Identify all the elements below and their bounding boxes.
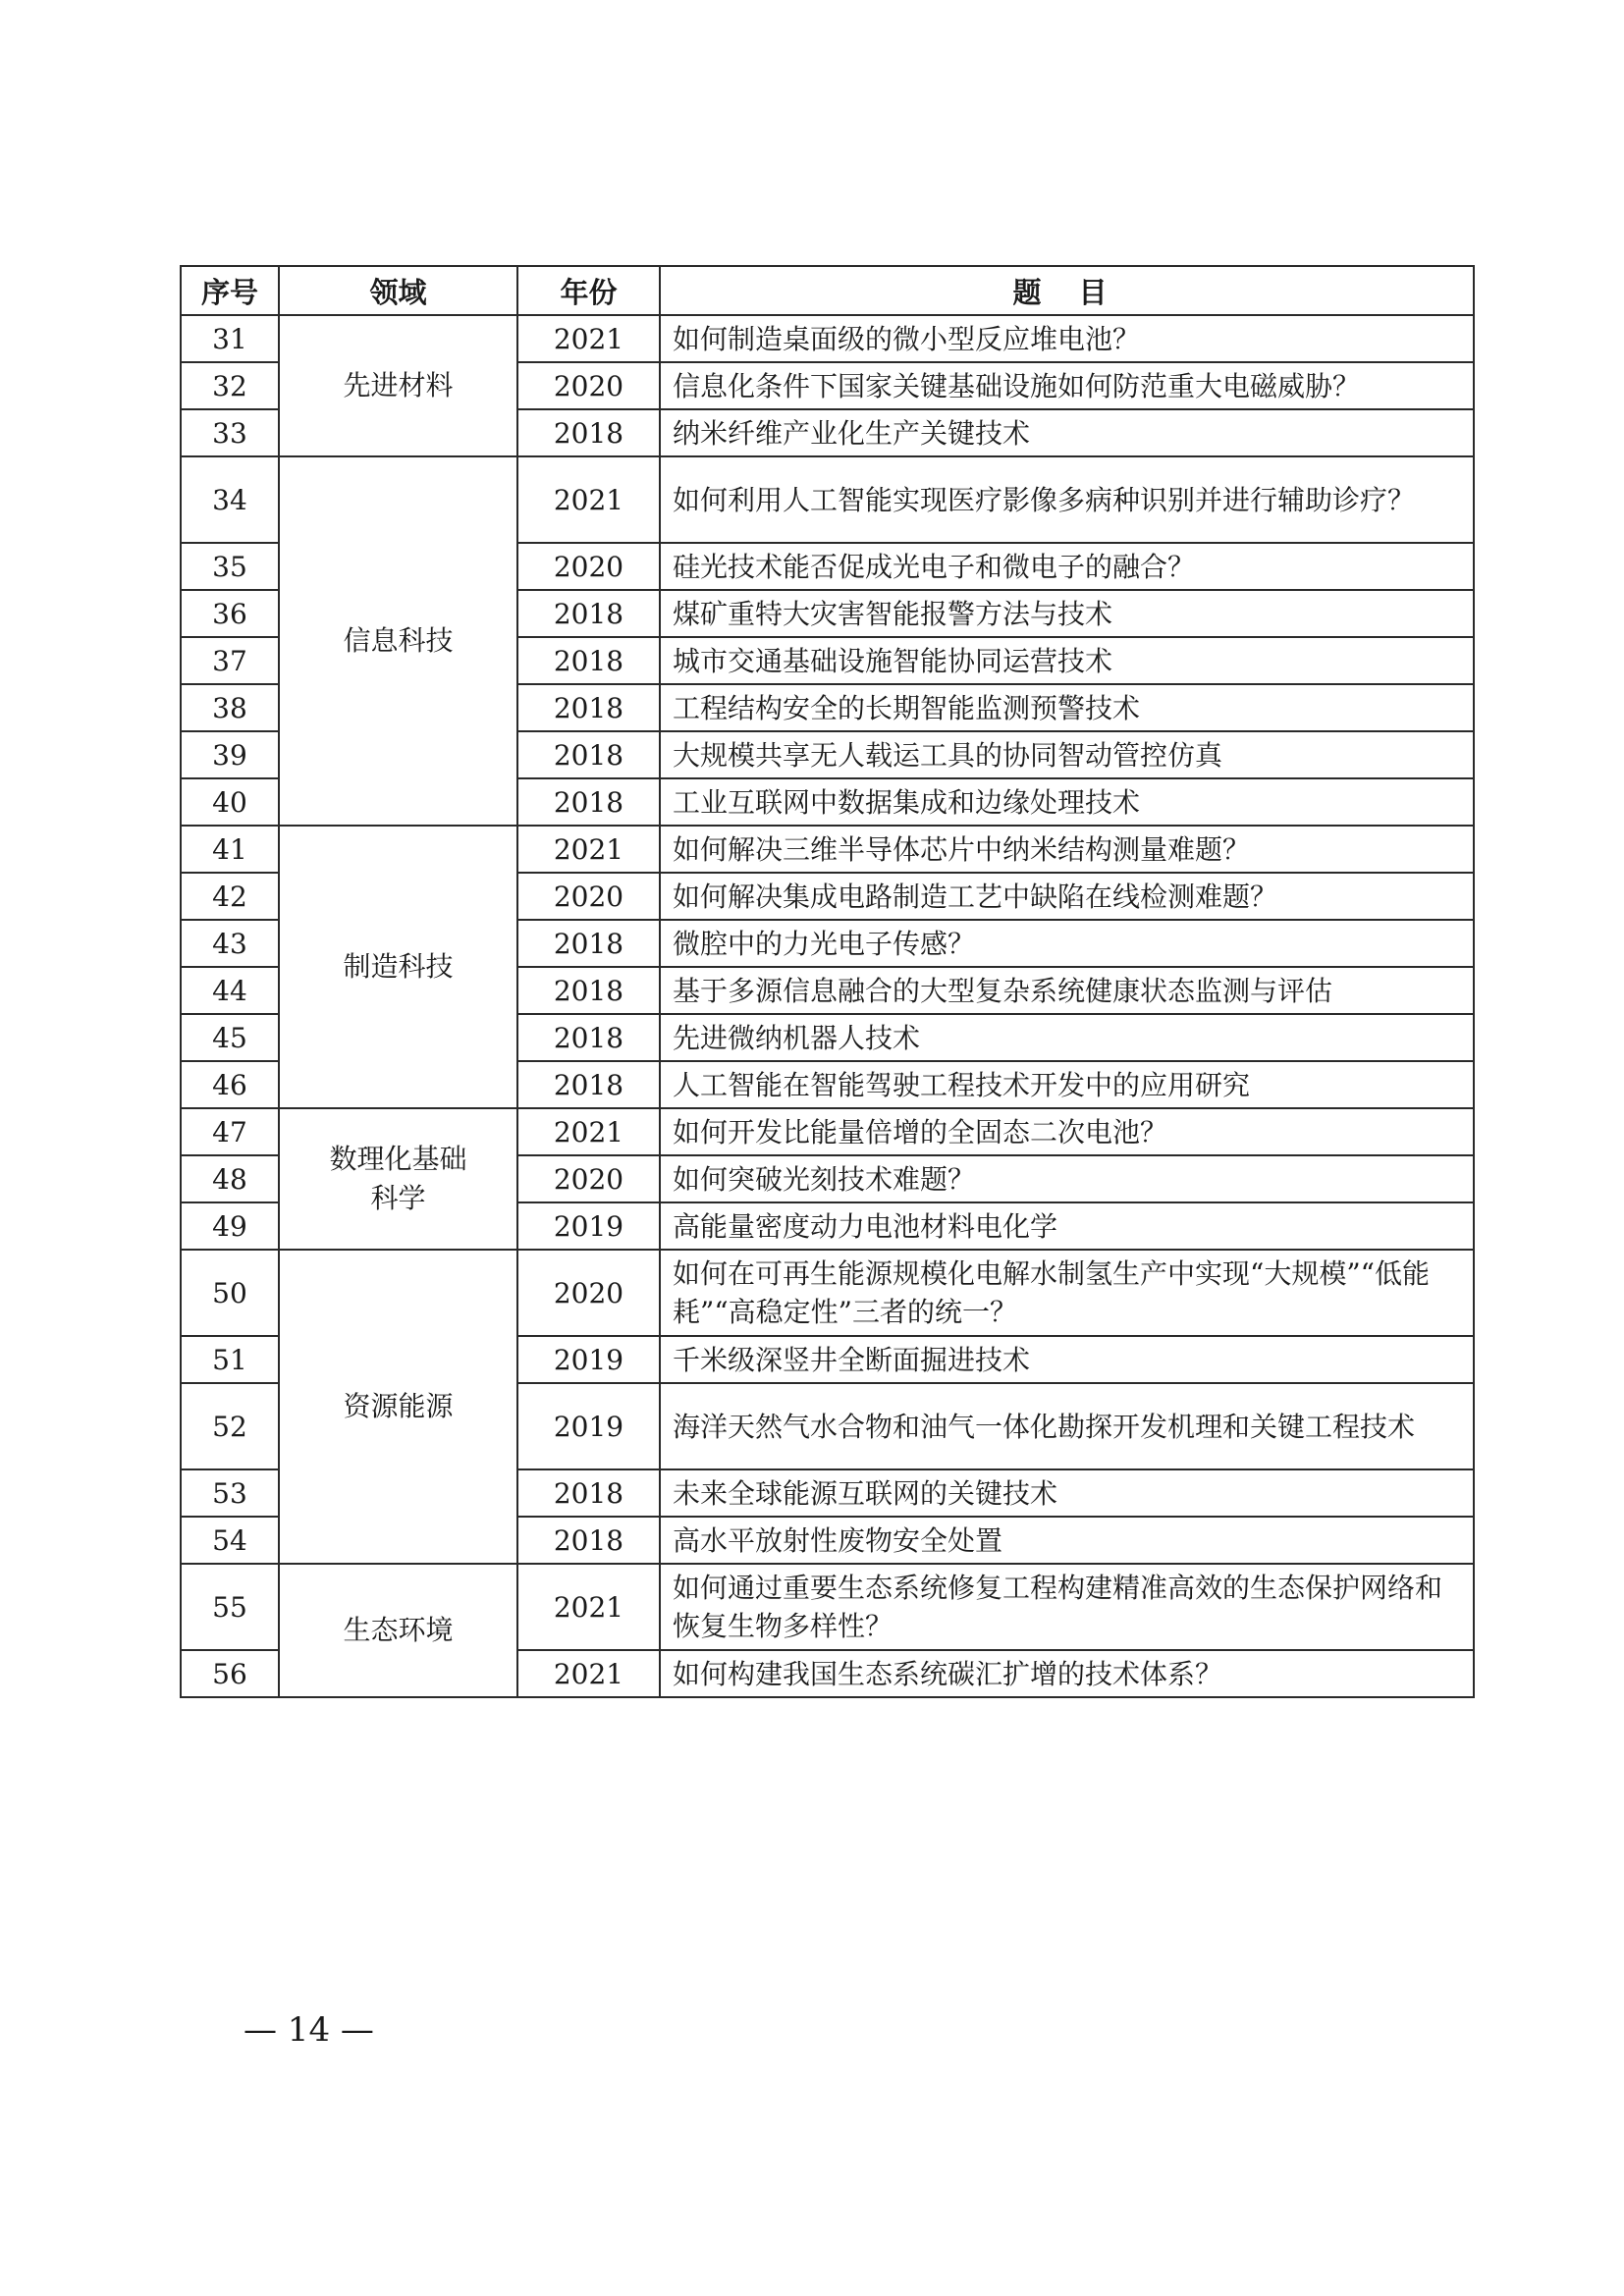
row-number: 54 — [181, 1517, 279, 1564]
table-row — [181, 315, 1474, 362]
topic-title-cell: 基于多源信息融合的大型复杂系统健康状态监测与评估 — [660, 967, 1474, 1014]
year-cell: 2020 — [517, 543, 660, 590]
header-num: 序号 — [181, 266, 279, 315]
table-row — [181, 456, 1474, 543]
row-number: 44 — [181, 967, 279, 1014]
topic-title-cell: 先进微纳机器人技术 — [660, 1014, 1474, 1061]
topic-title-cell: 工业互联网中数据集成和边缘处理技术 — [660, 778, 1474, 826]
year-cell: 2020 — [517, 1250, 660, 1336]
topic-title-cell: 煤矿重特大灾害智能报警方法与技术 — [660, 590, 1474, 637]
table-row — [181, 1108, 1474, 1155]
topic-title-cell: 如何在可再生能源规模化电解水制氢生产中实现“大规模”“低能耗”“高稳定性”三者的统一？ — [660, 1250, 1474, 1336]
row-number: 41 — [181, 826, 279, 873]
year-cell: 2019 — [517, 1202, 660, 1250]
topic-title-cell: 硅光技术能否促成光电子和微电子的融合？ — [660, 543, 1474, 590]
row-number: 51 — [181, 1336, 279, 1383]
year-cell: 2020 — [517, 362, 660, 409]
row-number: 55 — [181, 1564, 279, 1650]
row-number: 47 — [181, 1108, 279, 1155]
year-cell: 2018 — [517, 1014, 660, 1061]
row-number: 36 — [181, 590, 279, 637]
topic-title-cell: 如何制造桌面级的微小型反应堆电池？ — [660, 315, 1474, 362]
year-cell: 2021 — [517, 1108, 660, 1155]
row-number: 42 — [181, 873, 279, 920]
header-year: 年份 — [517, 266, 660, 315]
topic-title-cell: 如何解决三维半导体芯片中纳米结构测量难题？ — [660, 826, 1474, 873]
row-number: 31 — [181, 315, 279, 362]
domain-cell: 制造科技 — [279, 826, 517, 1108]
year-cell: 2020 — [517, 873, 660, 920]
year-cell: 2018 — [517, 409, 660, 456]
year-cell: 2019 — [517, 1336, 660, 1383]
domain-cell: 资源能源 — [279, 1250, 517, 1564]
topic-title-cell: 大规模共享无人载运工具的协同智动管控仿真 — [660, 731, 1474, 778]
year-cell: 2018 — [517, 684, 660, 731]
row-number: 37 — [181, 637, 279, 684]
topic-title-cell: 纳米纤维产业化生产关键技术 — [660, 409, 1474, 456]
row-number: 32 — [181, 362, 279, 409]
page-number: — 14 — — [244, 2010, 374, 2050]
year-cell: 2021 — [517, 456, 660, 543]
row-number: 43 — [181, 920, 279, 967]
topic-title-cell: 千米级深竖井全断面掘进技术 — [660, 1336, 1474, 1383]
topic-title-cell: 如何通过重要生态系统修复工程构建精准高效的生态保护网络和恢复生物多样性？ — [660, 1564, 1474, 1650]
row-number: 45 — [181, 1014, 279, 1061]
year-cell: 2018 — [517, 590, 660, 637]
year-cell: 2021 — [517, 1564, 660, 1650]
row-number: 39 — [181, 731, 279, 778]
table-header-row — [181, 266, 1474, 315]
topic-title-cell: 如何利用人工智能实现医疗影像多病种识别并进行辅助诊疗？ — [660, 456, 1474, 543]
row-number: 40 — [181, 778, 279, 826]
topic-title-cell: 如何构建我国生态系统碳汇扩增的技术体系？ — [660, 1650, 1474, 1697]
topic-title-cell: 工程结构安全的长期智能监测预警技术 — [660, 684, 1474, 731]
year-cell: 2019 — [517, 1383, 660, 1469]
table-row — [181, 1564, 1474, 1650]
row-number: 48 — [181, 1155, 279, 1202]
year-cell: 2018 — [517, 967, 660, 1014]
row-number: 33 — [181, 409, 279, 456]
year-cell: 2018 — [517, 731, 660, 778]
topic-title-cell: 人工智能在智能驾驶工程技术开发中的应用研究 — [660, 1061, 1474, 1108]
topic-title-cell: 如何突破光刻技术难题？ — [660, 1155, 1474, 1202]
year-cell: 2018 — [517, 1061, 660, 1108]
year-cell: 2018 — [517, 1469, 660, 1517]
row-number: 35 — [181, 543, 279, 590]
domain-cell: 数理化基础科学 — [279, 1108, 517, 1250]
year-cell: 2021 — [517, 315, 660, 362]
header-domain: 领域 — [279, 266, 517, 315]
year-cell: 2021 — [517, 1650, 660, 1697]
table-body — [181, 315, 1474, 1697]
year-cell: 2018 — [517, 637, 660, 684]
table-row — [181, 1250, 1474, 1336]
topic-title-cell: 如何开发比能量倍增的全固态二次电池？ — [660, 1108, 1474, 1155]
year-cell: 2021 — [517, 826, 660, 873]
year-cell: 2018 — [517, 1517, 660, 1564]
row-number: 34 — [181, 456, 279, 543]
row-number: 38 — [181, 684, 279, 731]
domain-cell: 信息科技 — [279, 456, 517, 826]
year-cell: 2018 — [517, 778, 660, 826]
header-title: 题 目 — [660, 266, 1474, 315]
topic-title-cell: 如何解决集成电路制造工艺中缺陷在线检测难题？ — [660, 873, 1474, 920]
row-number: 53 — [181, 1469, 279, 1517]
topic-title-cell: 高能量密度动力电池材料电化学 — [660, 1202, 1474, 1250]
topics-table — [180, 265, 1475, 1698]
topic-title-cell: 微腔中的力光电子传感？ — [660, 920, 1474, 967]
topic-title-cell: 城市交通基础设施智能协同运营技术 — [660, 637, 1474, 684]
table-row — [181, 826, 1474, 873]
row-number: 56 — [181, 1650, 279, 1697]
topic-title-cell: 海洋天然气水合物和油气一体化勘探开发机理和关键工程技术 — [660, 1383, 1474, 1469]
row-number: 49 — [181, 1202, 279, 1250]
topic-title-cell: 未来全球能源互联网的关键技术 — [660, 1469, 1474, 1517]
domain-cell: 先进材料 — [279, 315, 517, 456]
topic-title-cell: 信息化条件下国家关键基础设施如何防范重大电磁威胁？ — [660, 362, 1474, 409]
row-number: 46 — [181, 1061, 279, 1108]
row-number: 52 — [181, 1383, 279, 1469]
row-number: 50 — [181, 1250, 279, 1336]
year-cell: 2020 — [517, 1155, 660, 1202]
domain-cell: 生态环境 — [279, 1564, 517, 1697]
topic-title-cell: 高水平放射性废物安全处置 — [660, 1517, 1474, 1564]
year-cell: 2018 — [517, 920, 660, 967]
